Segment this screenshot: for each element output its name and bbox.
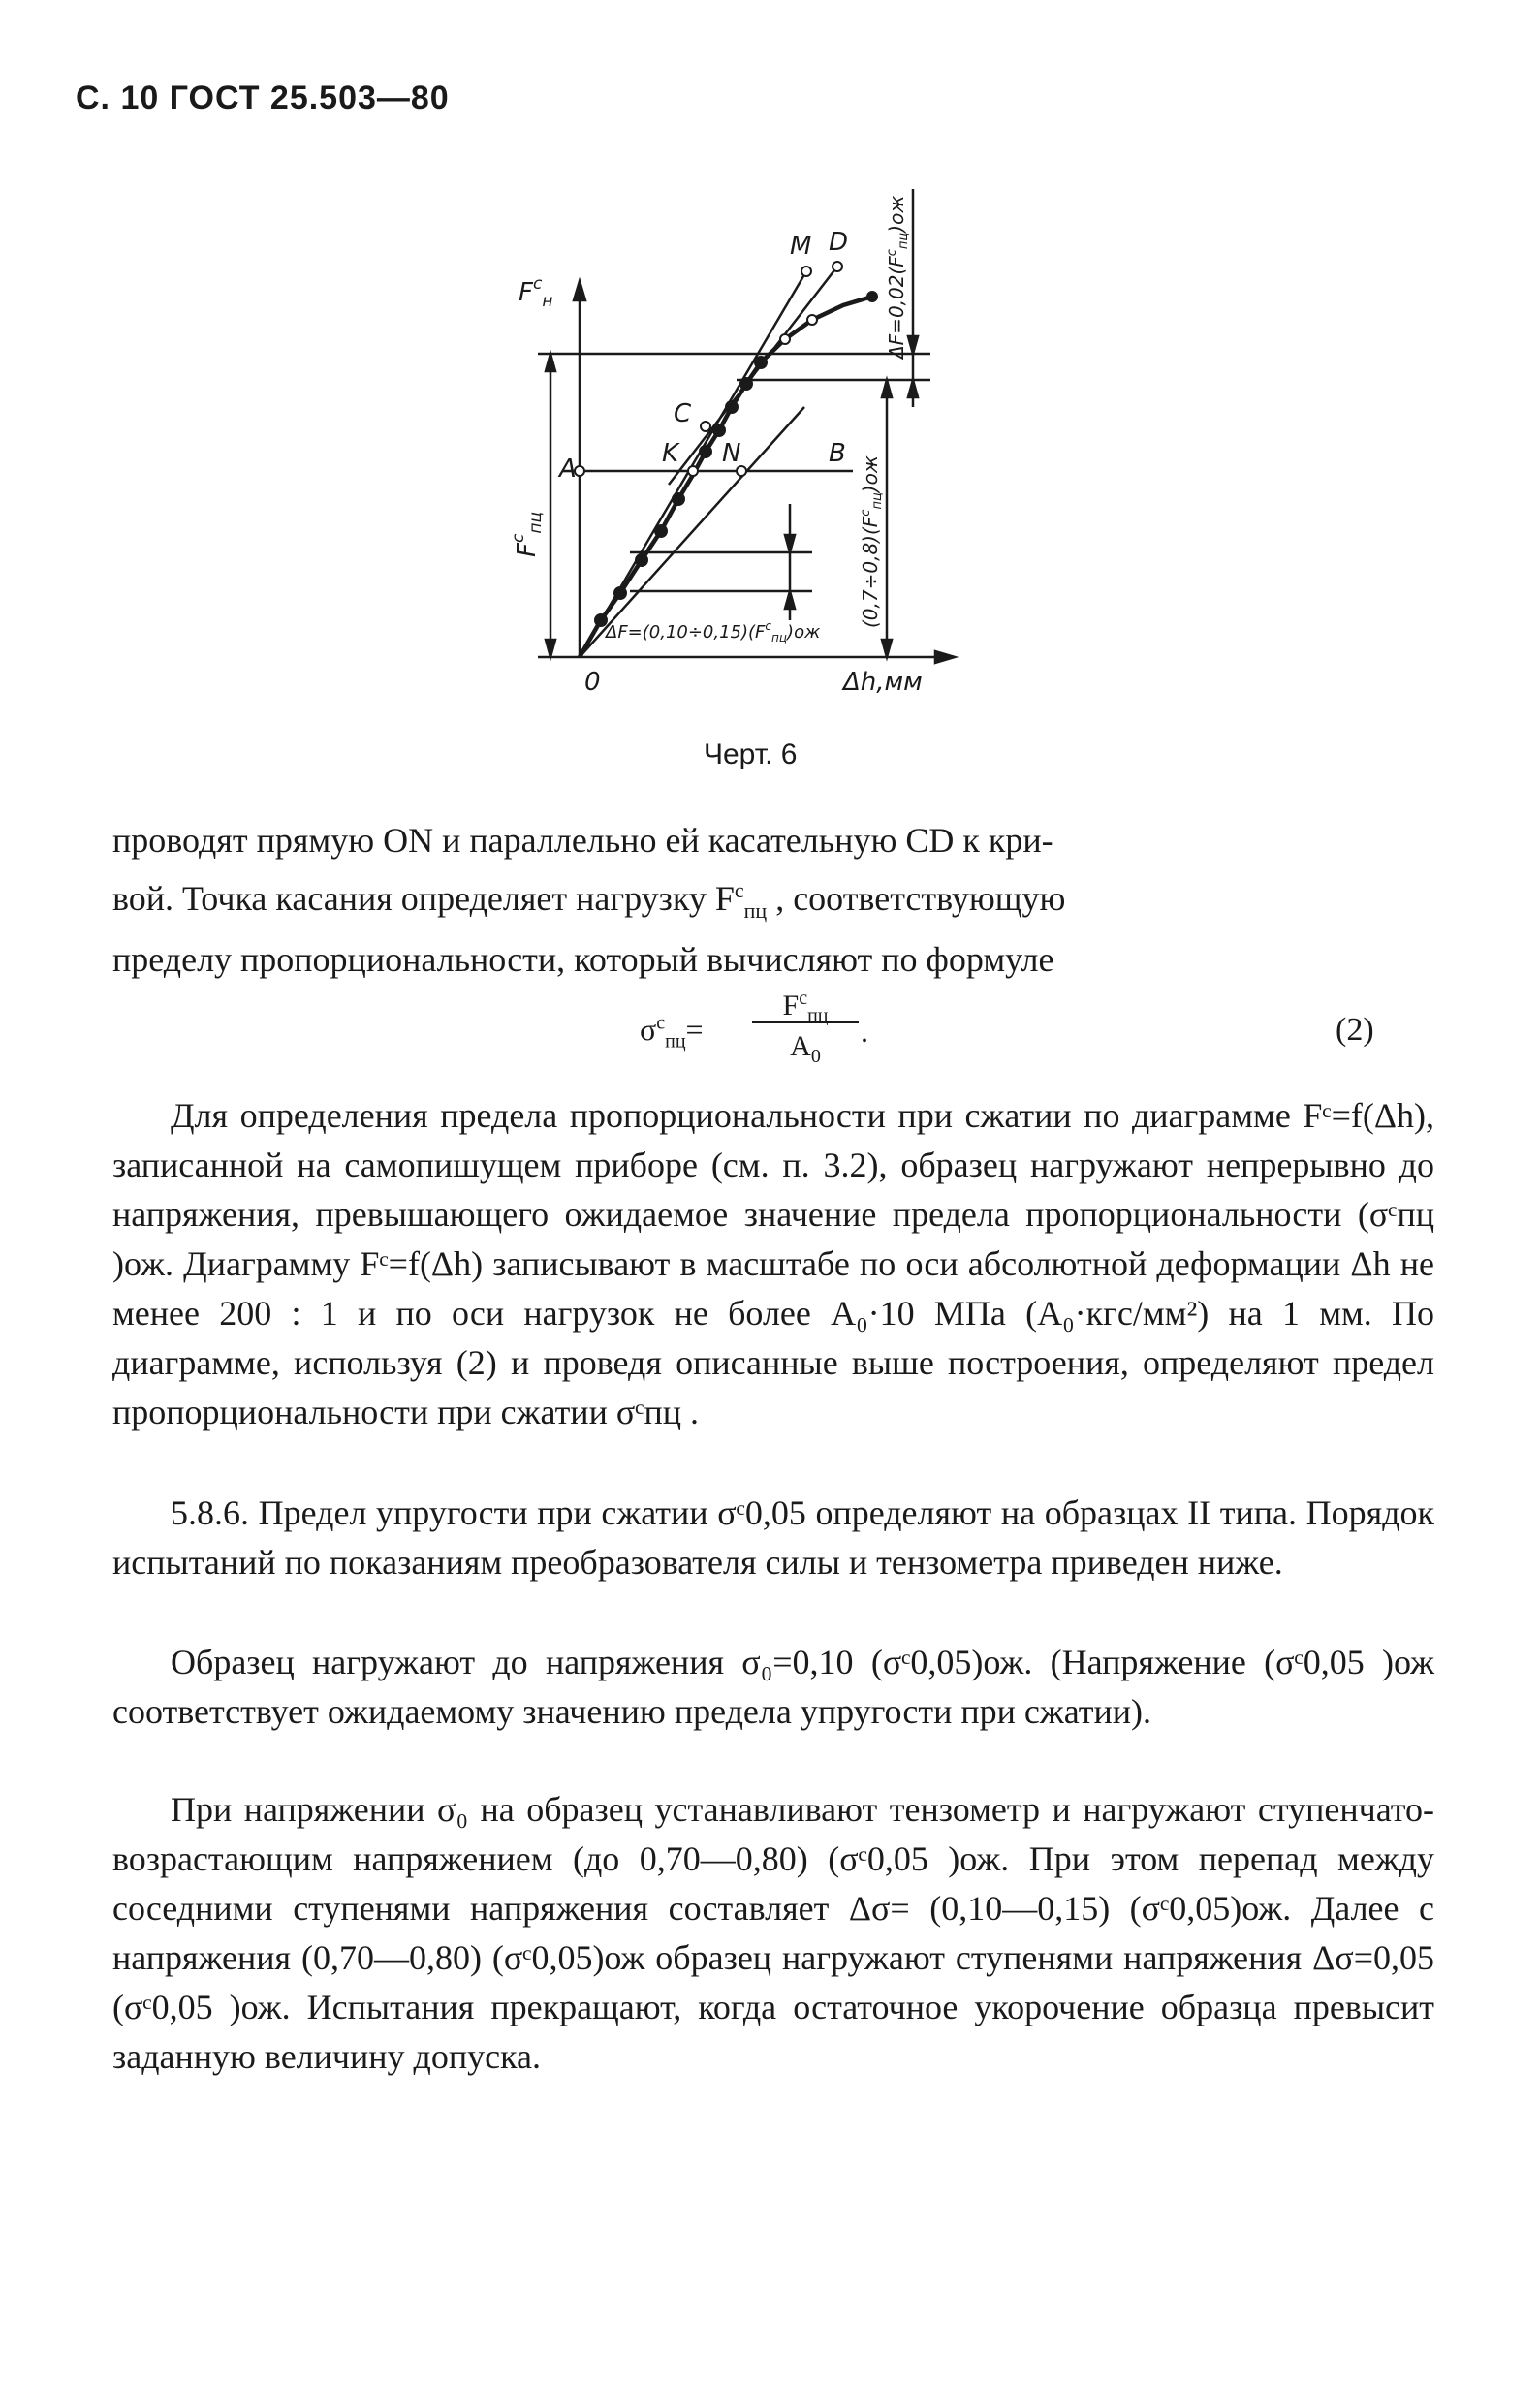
- curve-point: [699, 445, 712, 458]
- origin-label: 0: [584, 668, 601, 697]
- point-curve-white-2: [807, 315, 817, 325]
- point-curve-white: [780, 334, 790, 344]
- formula-denominator: $A_0$: [790, 1030, 821, 1067]
- label-b: B: [829, 439, 846, 468]
- para1-line1: проводят прямую ON и параллельно ей касательную CD к кри-: [112, 821, 1053, 860]
- point-m: [801, 267, 811, 276]
- curve-point: [672, 492, 685, 506]
- mid-dim-arrow-top: [882, 380, 892, 397]
- dim-low-label: $\Delta F=(0,10\div 0,15)(F^c_{пц})ож$: [606, 619, 821, 644]
- paragraph-3: 5.8.6. Предел упругости при сжатии σᶜ0,05 определяют на образцах II типа. Порядок испытаний по показаниям преобразователя силы и тензометра приведен ниже.: [112, 1493, 1434, 1582]
- top-dim-arrow-1: [908, 336, 918, 354]
- curve-point: [712, 424, 726, 437]
- point-c: [701, 422, 710, 431]
- dim-mid-label: $(0,7\div 0,8)(F^c_{пц})ож$: [859, 455, 885, 628]
- label-n: N: [722, 439, 741, 468]
- curve-point: [635, 553, 648, 567]
- formula-2: [640, 975, 1374, 1082]
- loading-curve: [580, 297, 872, 657]
- paragraph-5: При напряжении σ₀ на образец устанавливают тензометр и нагружают ступенчато-возрастающим напряжением (до 0,70—0,80) (σᶜ0,05 )ож. При этом перепад между соседними ступенями напряжения составляет Δσ= (0,10—0,15) (σᶜ0,05)ож. Далее с напряжения (0,70—0,80) (σᶜ0,05)ож образец нагружают ступенями напряжения Δσ=0,05 (σᶜ0,05 )ож. Испытания прекращают, когда остаточное укорочение образца превысит заданную величину допуска.: [112, 1790, 1434, 2076]
- curve-point: [654, 524, 668, 538]
- low-dim-arrow-2: [785, 591, 795, 609]
- point-k: [688, 466, 698, 476]
- label-m: M: [790, 232, 812, 261]
- y-axis-arrow: [574, 281, 585, 300]
- curve-point: [613, 586, 627, 600]
- formula-numerator: $F^c_{пц}$: [782, 988, 829, 1026]
- point-d: [833, 262, 842, 271]
- page-header: С. 10 ГОСТ 25.503—80: [76, 79, 450, 116]
- y-axis-label: $F^c_н$: [519, 274, 553, 311]
- figure-caption: Черт. 6: [704, 738, 798, 770]
- top-dim-arrow-2: [908, 380, 918, 397]
- low-dim-arrow-1: [785, 535, 795, 552]
- formula-fraction: [752, 975, 859, 1070]
- x-axis-label: Δh,мм: [843, 668, 923, 697]
- label-k: K: [662, 439, 679, 468]
- para1-line3: пределу пропорциональности, который вычисляют по формуле: [112, 940, 1054, 980]
- label-c: C: [674, 399, 692, 428]
- curve-point: [725, 400, 739, 414]
- mid-dim-arrow-bot: [882, 640, 892, 657]
- formula-dot: .: [861, 1014, 868, 1049]
- curve-end-point: [866, 291, 878, 302]
- curve-point: [754, 356, 768, 369]
- paragraph-2: Для определения предела пропорциональности при сжатии по диаграмме Fᶜ=f(Δh), записанной на самопишущем приборе (см. п. 3.2), образец нагружают непрерывно до напряжения, превышающего ожидаемое значение предела пропорциональности (σᶜпц )ож. Диаграмму Fᶜ=f(Δh) записывают в масштабе по оси абсолютной деформации Δh не менее 200 : 1 и по оси нагрузок не более A₀·10 МПа (A₀·кгс/мм²) на 1 мм. По диаграмме, используя (2) и проведя описанные выше построения, определяют предел пропорциональности при сжатии σᶜпц .: [112, 1096, 1434, 1431]
- paragraph-4: Образец нагружают до напряжения σ₀=0,10 (σᶜ0,05)ож. (Напряжение (σᶜ0,05 )ож соответствует ожидаемому значению предела упругости при сжатии).: [112, 1643, 1434, 1731]
- label-d: D: [829, 228, 849, 257]
- figure-chart-6: [0, 0, 1540, 737]
- fpc-dim-arrow-bot: [546, 640, 555, 657]
- x-axis-arrow: [935, 651, 955, 663]
- fpc-dim-arrow-top: [546, 354, 555, 371]
- formula-number: (2): [1336, 1012, 1374, 1048]
- para1-line2: вой. Точка касания определяет нагрузку $F^c_{пц}$ , соответствующую: [112, 878, 1066, 924]
- fpc-rot-label: $F^c_{пц}$: [509, 511, 546, 557]
- formula-lhs: $\sigma^c_{пц}=$: [640, 1012, 704, 1052]
- curve-point: [739, 377, 753, 391]
- paragraph-1: [112, 816, 1434, 985]
- label-a: A: [559, 455, 577, 484]
- dim-top-label: $\Delta F=0,02(F^c_{пц})ож$: [885, 195, 911, 359]
